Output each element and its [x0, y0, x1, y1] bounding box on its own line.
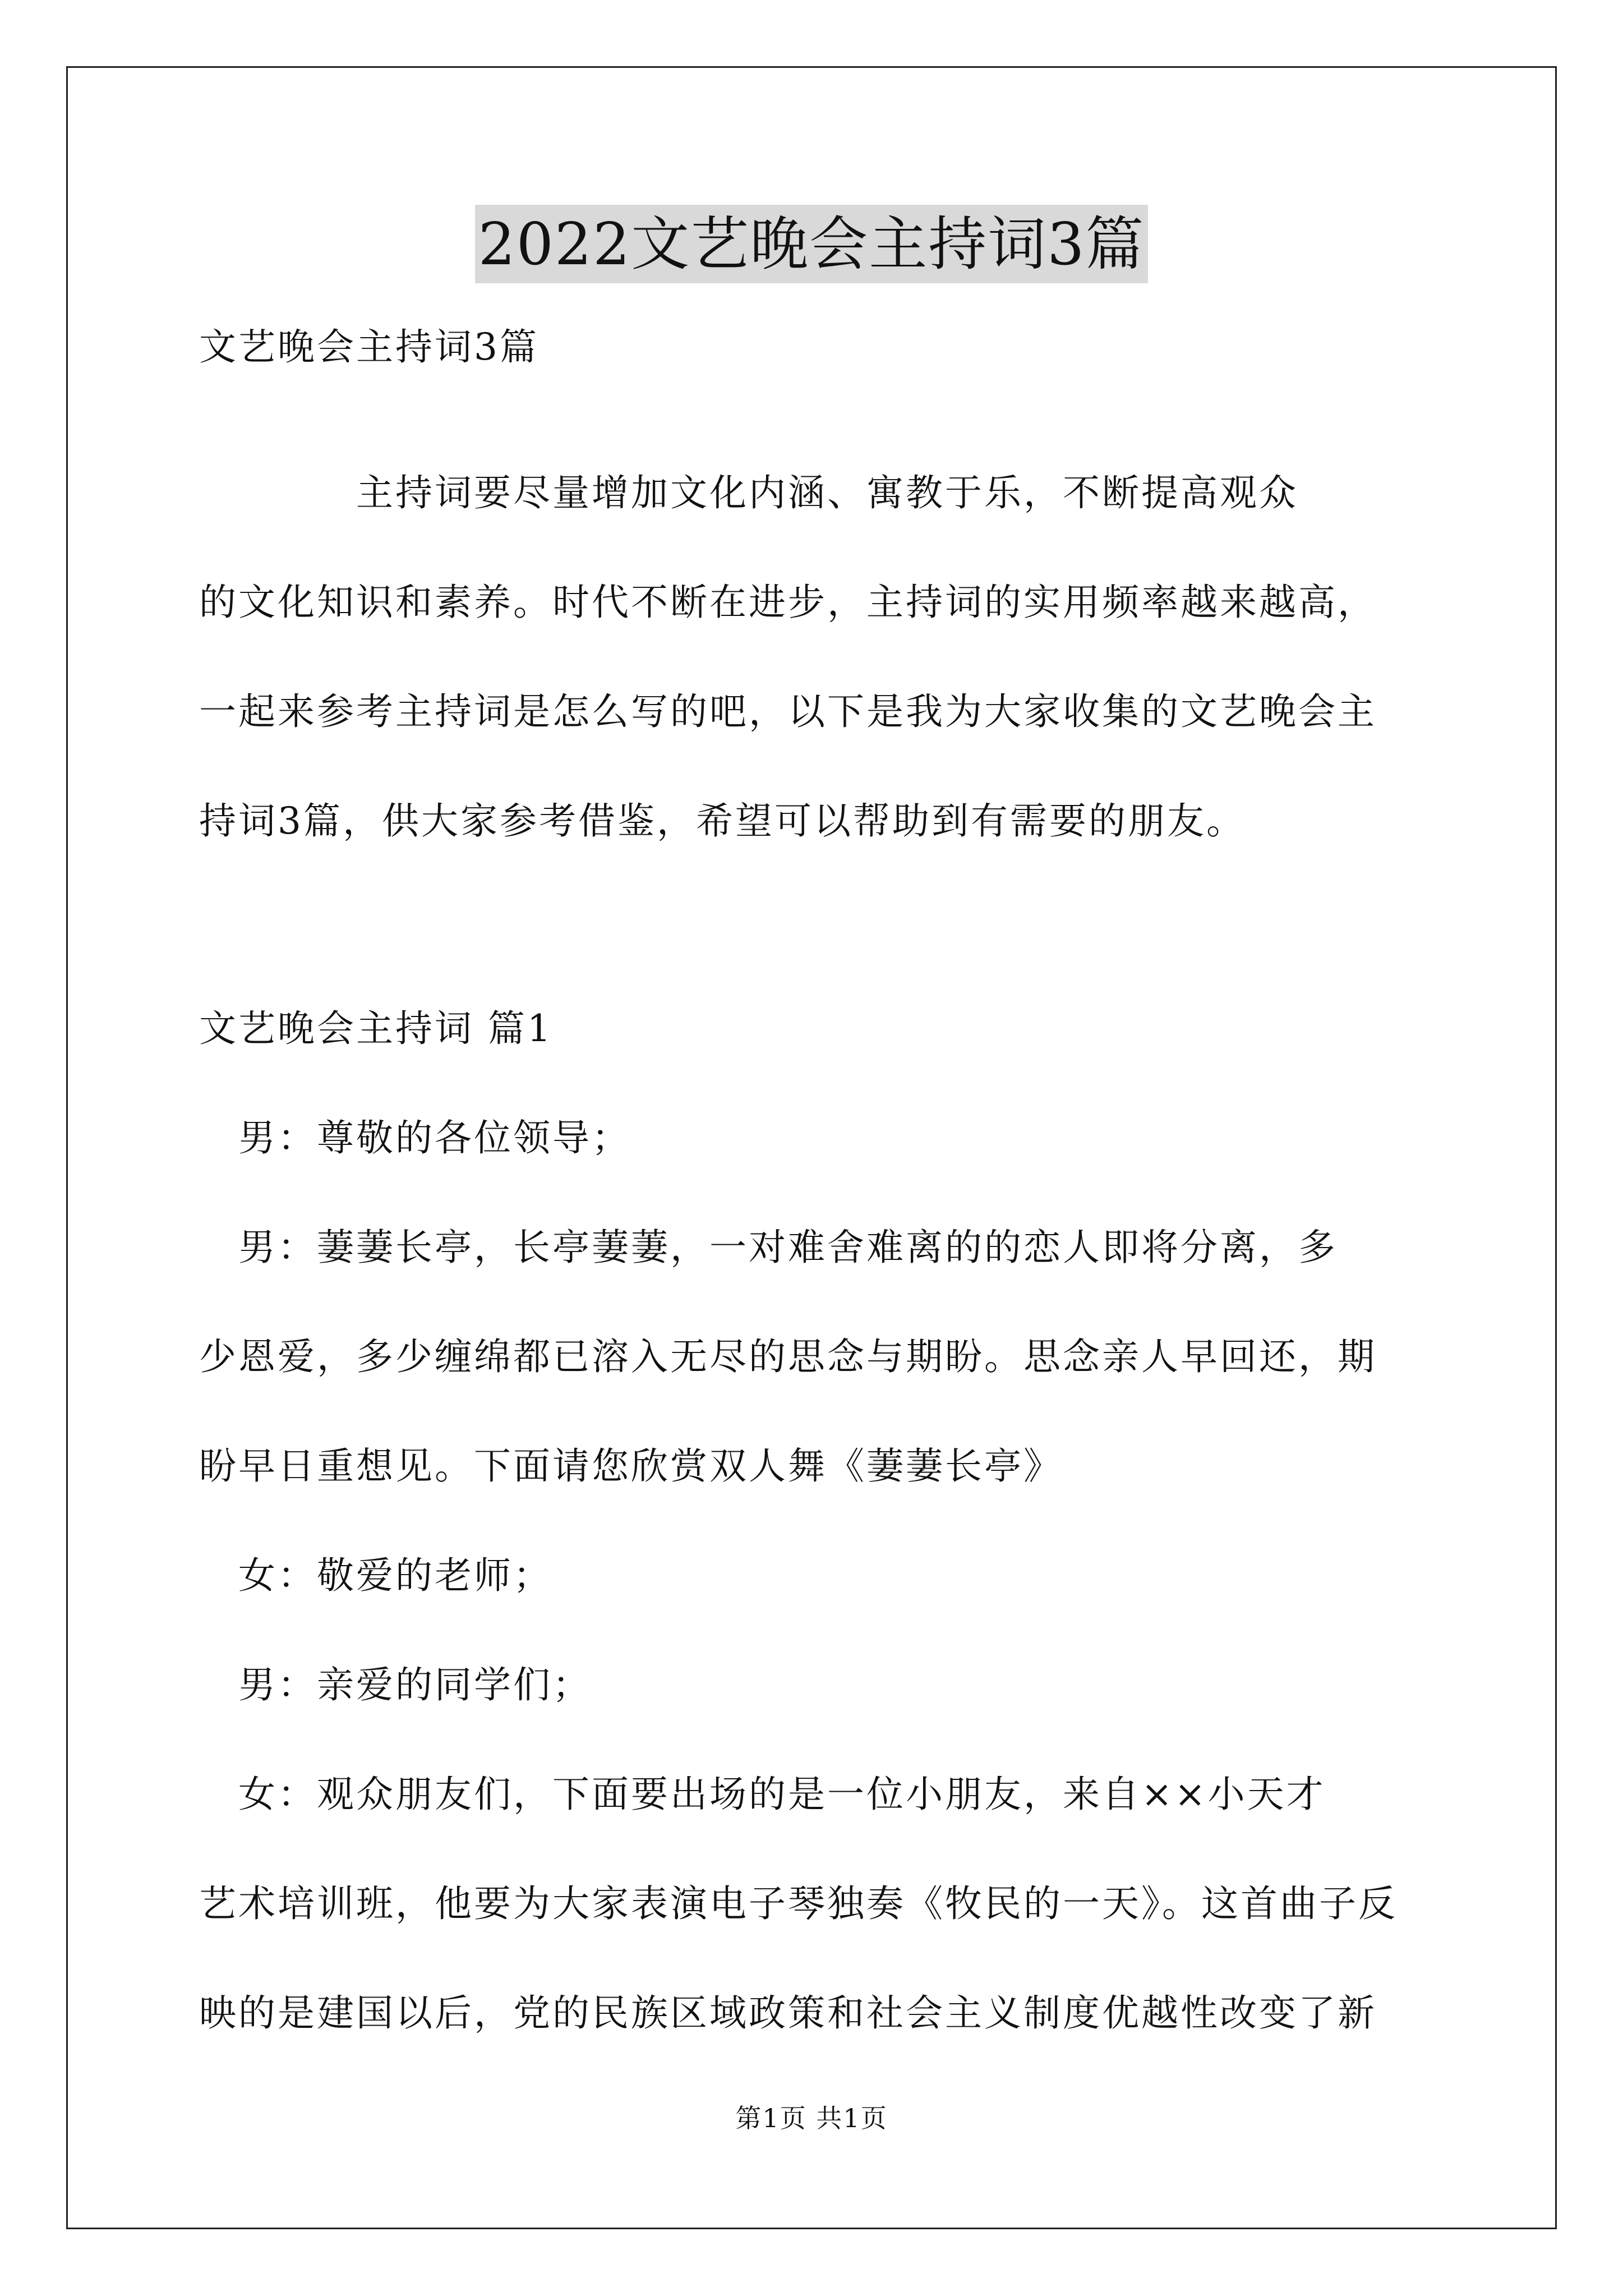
body-line-2: 男：萋萋长亭，长亭萋萋，一对难舍难离的的恋人即将分离，多	[199, 1226, 1338, 1269]
body-line-8: 艺术培训班，他要为大家表演电子琴独奏《牧民的一天》。这首曲子反	[199, 1882, 1398, 1925]
intro-line-1: 主持词要尽量增加文化内涵、寓教于乐，不断提高观众	[199, 471, 1298, 514]
document-subtitle: 文艺晚会主持词3篇	[199, 325, 539, 369]
title-wrap	[0, 205, 1623, 283]
intro-line-2: 的文化知识和素养。时代不断在进步，主持词的实用频率越来越高，	[199, 581, 1377, 624]
body-line-9: 映的是建国以后，党的民族区域政策和社会主义制度优越性改变了新	[199, 1991, 1377, 2035]
body-line-7: 女：观众朋友们，下面要出场的是一位小朋友，来自××小天才	[199, 1773, 1326, 1816]
body-line-1: 男：尊敬的各位领导；	[199, 1116, 631, 1159]
intro-line-3: 一起来参考主持词是怎么写的吧，以下是我为大家收集的文艺晚会主	[199, 690, 1377, 733]
body-line-3: 少恩爱，多少缠绵都已溶入无尽的思念与期盼。思念亲人早回还，期	[199, 1335, 1377, 1378]
section-heading: 文艺晚会主持词 篇1	[199, 1007, 553, 1050]
intro-line-4: 持词3篇，供大家参考借鉴，希望可以帮助到有需要的朋友。	[199, 799, 1246, 843]
body-line-5: 女：敬爱的老师；	[199, 1554, 552, 1597]
body-line-4: 盼早日重想见。下面请您欣赏双人舞《萋萋长亭》	[199, 1444, 1063, 1488]
document-title: 2022文艺晚会主持词3篇	[475, 205, 1149, 283]
page-footer: 第1页 共1页	[735, 2103, 888, 2133]
body-line-6: 男：亲爱的同学们；	[199, 1663, 592, 1706]
